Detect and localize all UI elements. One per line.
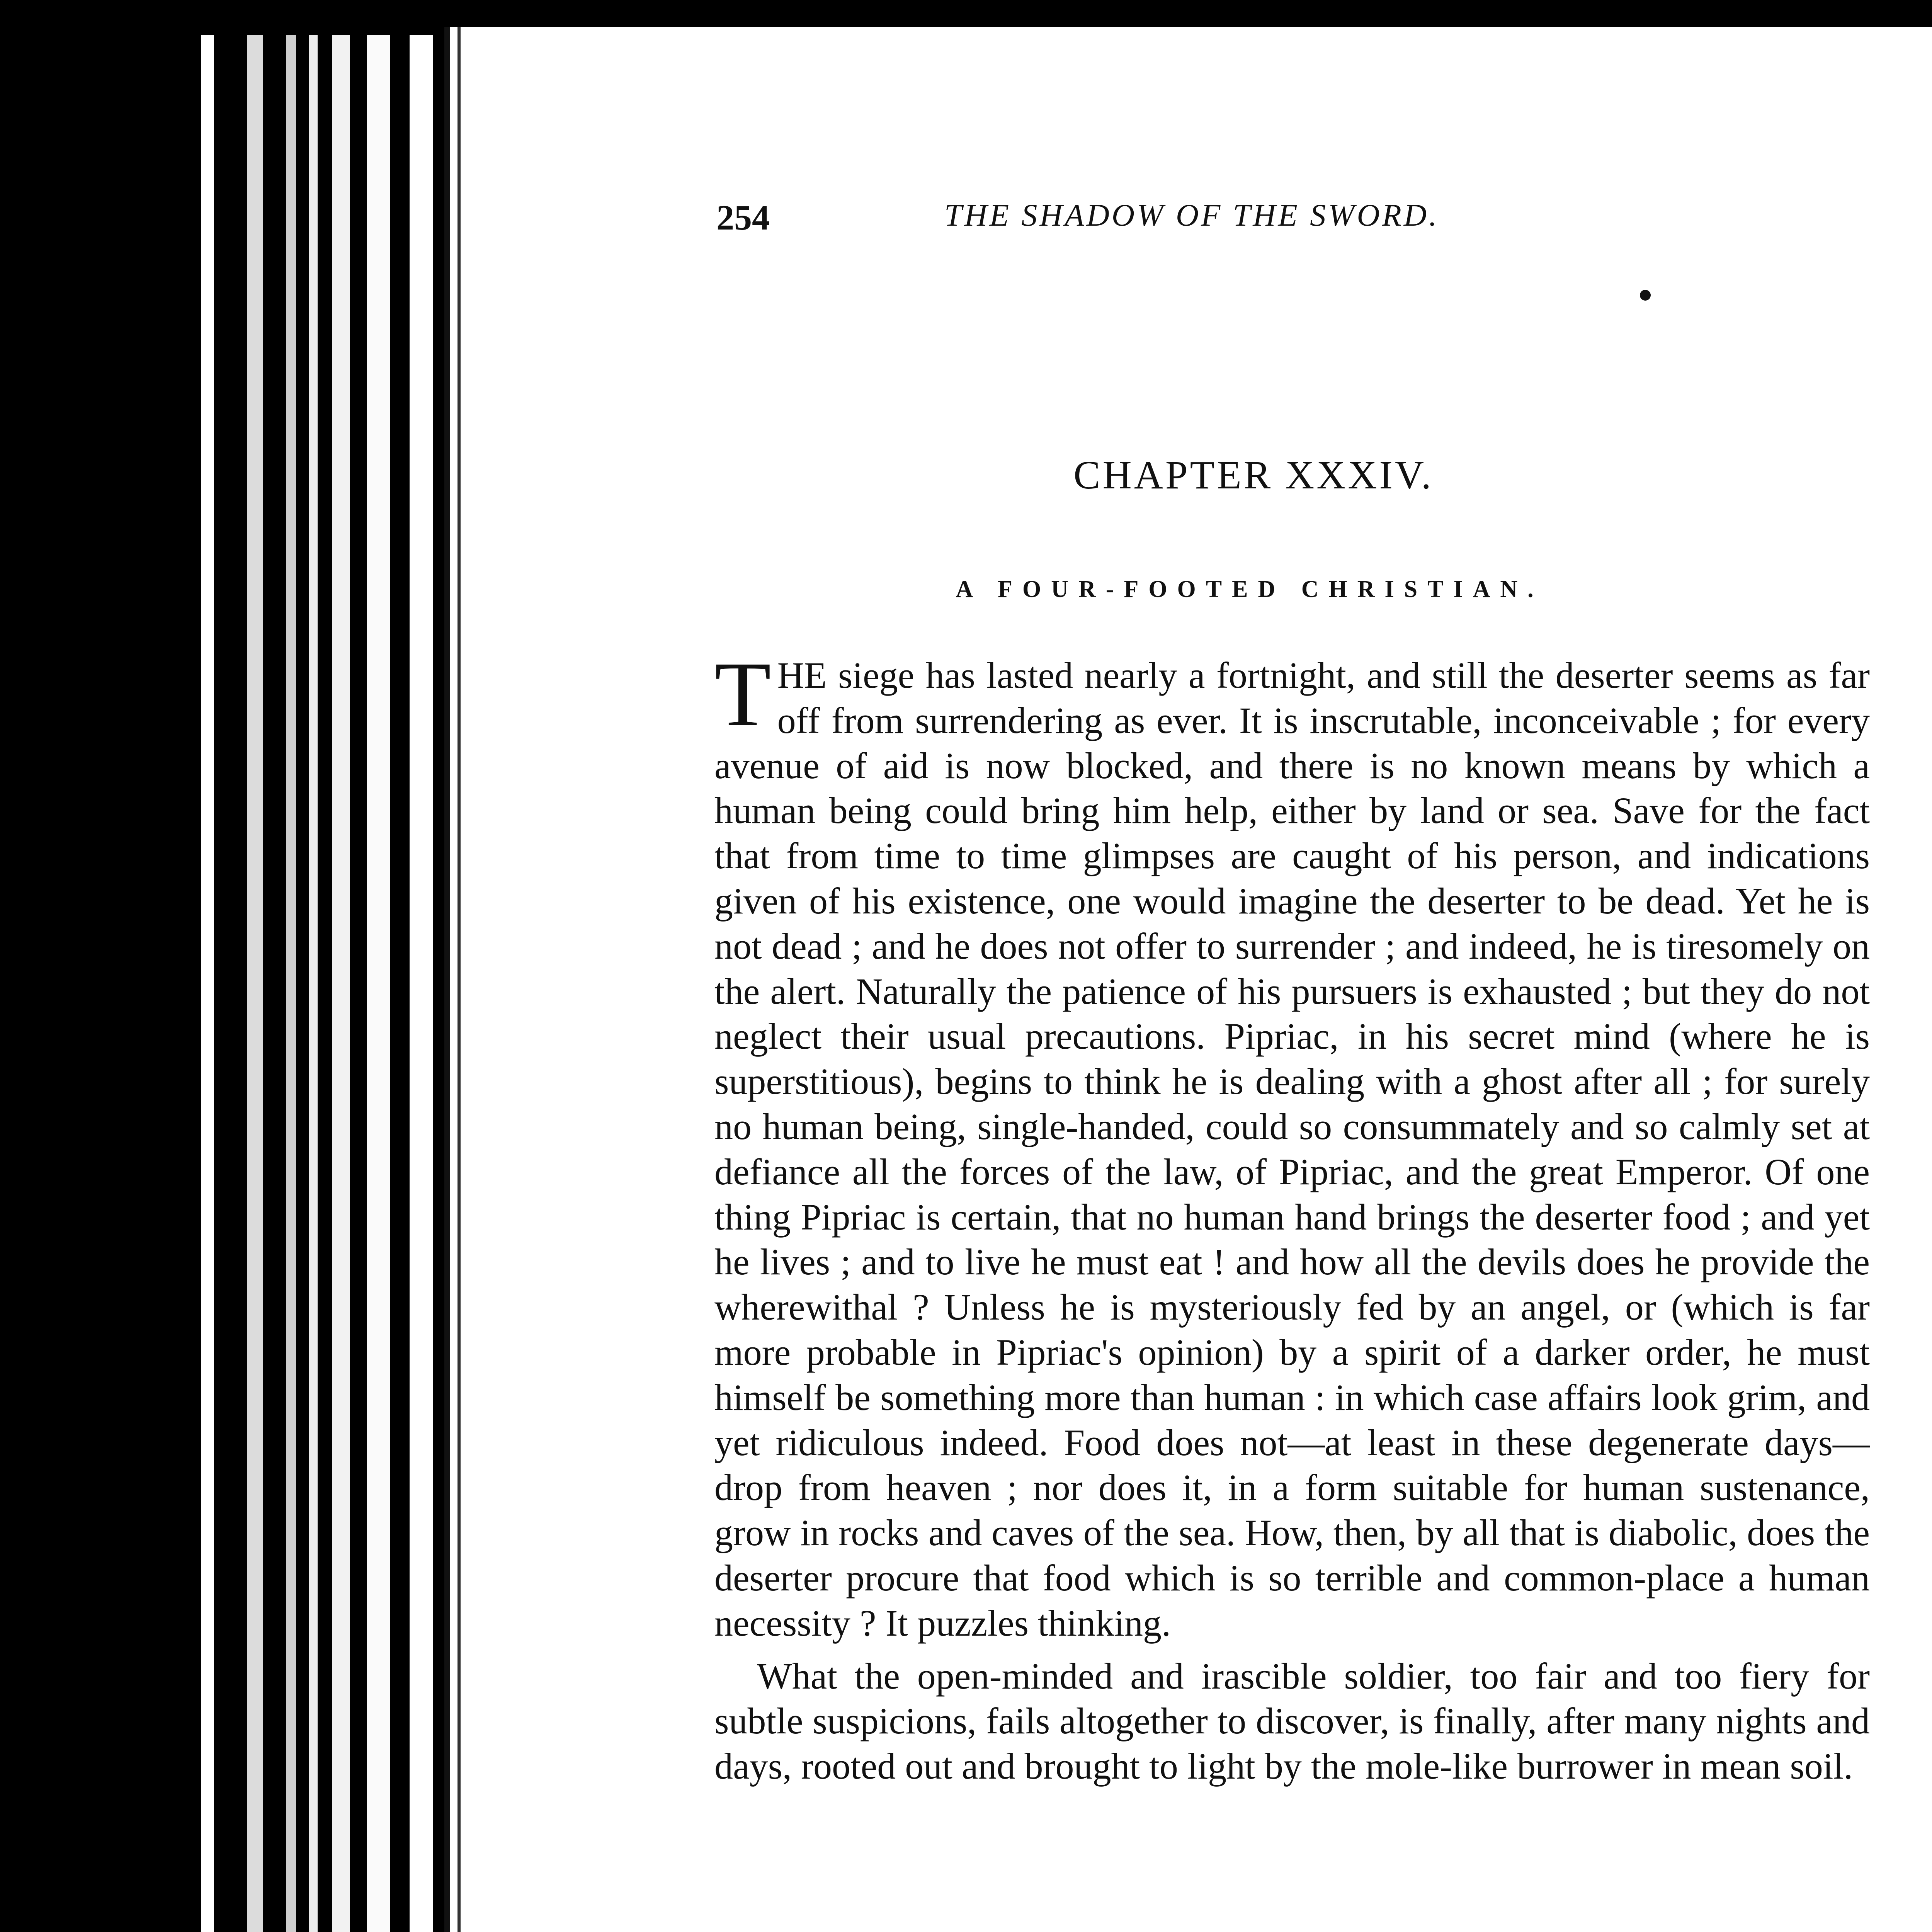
page-number: 254	[716, 198, 770, 237]
edge-line	[201, 35, 214, 1932]
chapter-title: CHAPTER XXXIV.	[1073, 453, 1434, 497]
book-page	[444, 27, 1932, 1932]
edge-line	[410, 35, 433, 1932]
edge-line	[367, 35, 390, 1932]
edge-line	[309, 35, 318, 1932]
edge-line	[286, 35, 296, 1932]
edge-line	[332, 35, 350, 1932]
chapter-subtitle: A FOUR-FOOTED CHRISTIAN.	[956, 576, 1544, 602]
page-gutter-shadow	[457, 27, 461, 1932]
book-edge	[0, 0, 440, 1932]
running-title: THE SHADOW OF THE SWORD.	[944, 197, 1439, 233]
edge-line	[247, 35, 263, 1932]
paragraph: THE siege has lasted nearly a fortnight, and still the deserter seems as far off from surrendering as ever. It is inscrutable, inconceivable ; for every avenue of aid is now blocked, and there is no known means by which a human being could bring him help, either by land or sea. Save for the fact that from time to time glimpses are caught of his person, and indications given of his existence, one would imagine the deserter to be dead. Yet he is not dead ; and he does not offer to surrender ; and indeed, he is tiresomely on the alert. Naturally the patience of his pursuers is exhausted ; but they do not neglect their usual precautions. Pipriac, in his secret mind (where he is superstitious), begins to think he is dealing with a ghost after all ; for surely no human being, single-handed, could so consummately and so calmly set at defiance all the forces of the law, of Pipriac, and the great Emperor. Of one thing Pipriac is certain, that no human hand brings the deserter food ; and yet he lives ; and to live he must eat ! and how all the devils does he provide the wherewithal ? Unless he is mysteriously fed by an angel, or (which is far more probable in Pipriac's opinion) by a spirit of a darker order, he must himself be something more than human : in which case affairs look grim, and yet ridiculous indeed. Food does not—at least in these degenerate days—drop from heaven ; nor does it, in a form suitable for human sustenance, grow in rocks and caves of the sea. How, then, by all that is diabolic, does the deserter procure that food which is so terrible and common-place a human necessity ? It puzzles thinking.	[714, 643, 1870, 1644]
running-head	[716, 197, 1910, 247]
paragraph: What the open-minded and irascible soldier, too fair and too fiery for subtle suspicions, fails altogether to discover, is finally, after many nights and days, rooted out and brought to light by the mole-like burrower in mean soil.	[714, 1655, 1870, 1787]
ink-speck	[1640, 290, 1651, 301]
body-text	[714, 643, 1870, 1789]
